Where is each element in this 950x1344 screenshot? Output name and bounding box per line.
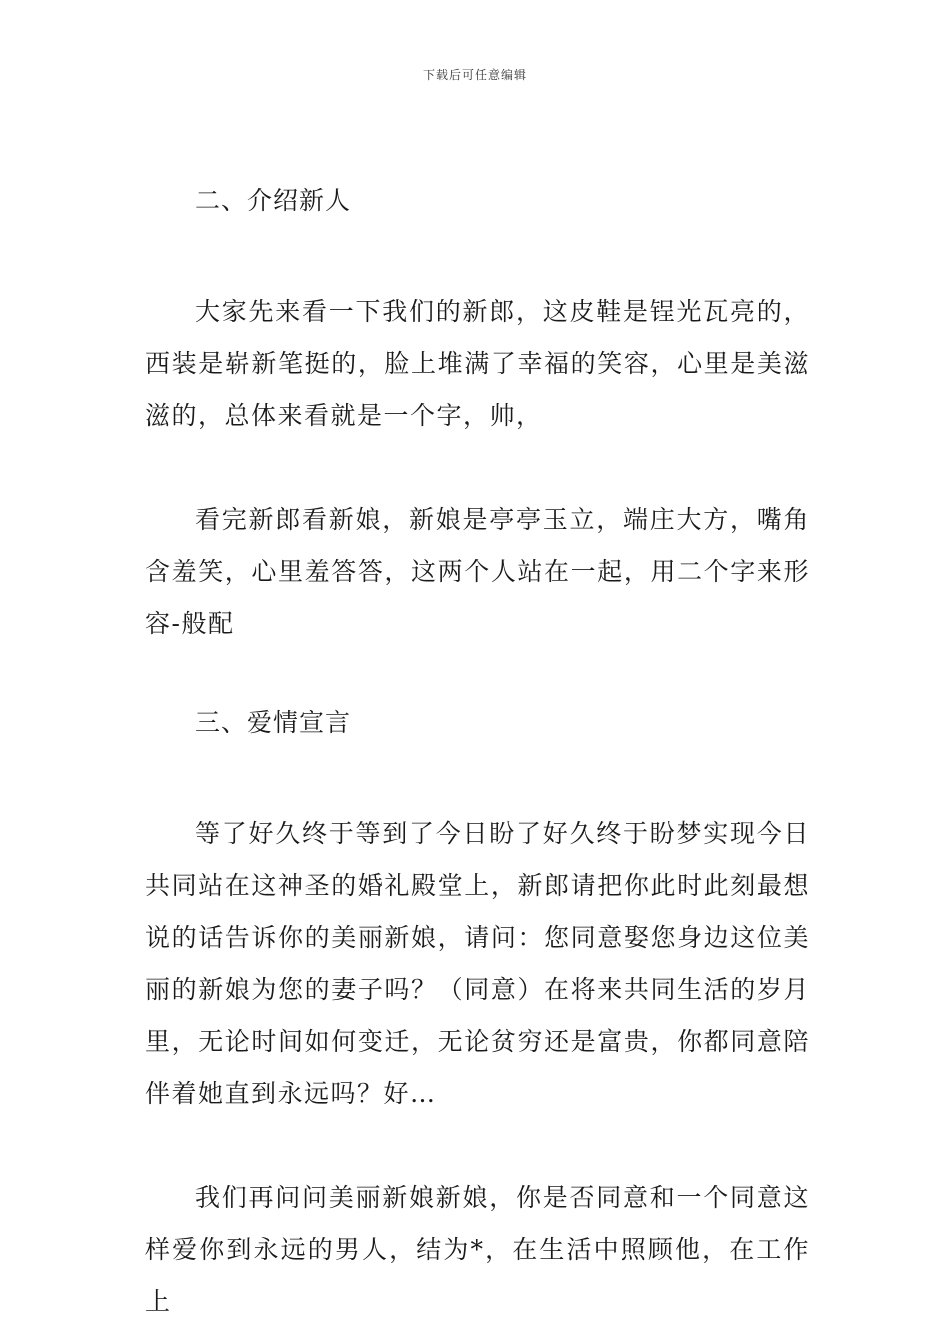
section-heading-love-vows: 三、爱情宣言 — [195, 708, 352, 737]
paragraph-bride-vow: 我们再问问美丽新娘新娘，你是否同意和一个同意这样爱你到永远的男人，结为*，在生活中照顾他，在工作上 — [145, 1183, 810, 1316]
section-heading-introduce-couple: 二、介绍新人 — [195, 186, 352, 215]
page-header-note: 下载后可任意编辑 — [422, 68, 527, 82]
paragraph-groom-vow: 等了好久终于等到了今日盼了好久终于盼梦实现今日共同站在这神圣的婚礼殿堂上，新郎请把你此时此刻最想说的话告诉你的美丽新娘，请问：您同意娶您身边这位美丽的新娘为您的妻子吗？（同意）在将来共同生活的岁月里，无论时间如何变迁，无论贫穷还是富贵，你都同意陪伴着她直到永远吗？好… — [145, 819, 810, 1108]
paragraph-groom-description: 大家先来看一下我们的新郎，这皮鞋是锃光瓦亮的，西装是崭新笔挺的，脸上堆满了幸福的笑容，心里是美滋滋的，总体来看就是一个字，帅， — [145, 297, 810, 430]
paragraph-bride-description: 看完新郎看新娘，新娘是亭亭玉立，端庄大方，嘴角含羞笑，心里羞答答，这两个人站在一起，用二个字来形容-般配 — [145, 505, 810, 638]
document-body — [145, 180, 810, 1328]
